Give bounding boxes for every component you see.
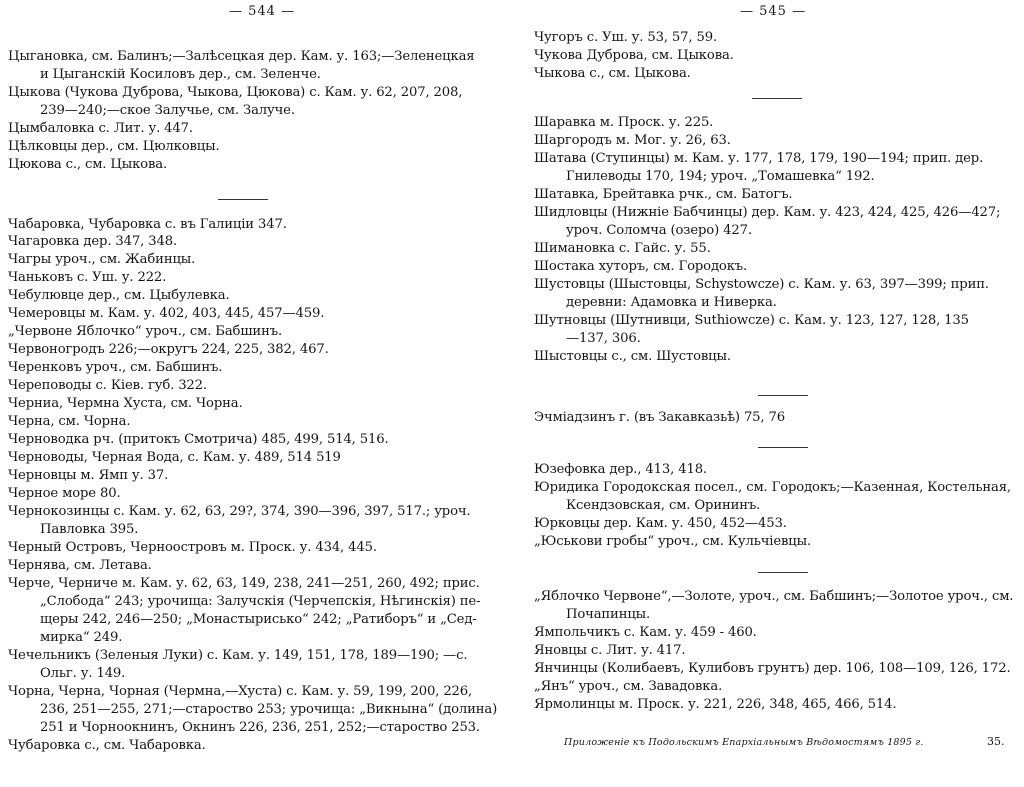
index-entry-line: „Яблочко Червоне“,—Золоте, уроч., см. Бабшинъ;—Золотое уроч., см. bbox=[534, 589, 1014, 604]
index-entry-line: 236, 251—255, 271;—староство 253; урочища: „Викнына“ (долина) bbox=[40, 702, 498, 717]
index-entry-line: Шидловцы (Нижніе Бабчинцы) дер. Кам. у. 423, 424, 425, 426—427; bbox=[534, 205, 1001, 220]
index-entry-line: Шустовцы (Шыстовцы, Schystowcze) с. Кам. у. 63, 397—399; прип. bbox=[534, 277, 989, 292]
index-entry-line: Черный Островъ, Черноостровъ м. Проск. у. 434, 445. bbox=[8, 540, 377, 555]
section-divider bbox=[758, 395, 808, 396]
index-entry-line: „Червоне Яблочко“ уроч., см. Бабшинъ. bbox=[8, 324, 282, 339]
index-entry-line: Павловка 395. bbox=[40, 522, 139, 537]
index-entry-line: Черниа, Чермна Хуста, см. Чорна. bbox=[8, 396, 243, 411]
index-entry-line: „Янъ“ уроч., см. Завадовка. bbox=[534, 679, 723, 694]
index-entry-line: Черенковъ уроч., см. Бабшинъ. bbox=[8, 360, 223, 375]
section-divider bbox=[758, 572, 808, 573]
index-entry-line: Череповоды с. Кіев. губ. 322. bbox=[8, 378, 207, 393]
index-entry-line: Чебулювце дер., см. Цыбулевка. bbox=[8, 288, 230, 303]
section-divider bbox=[752, 98, 802, 99]
index-entry-line: Эчміадзинъ г. (въ Закавказьѣ) 75, 76 bbox=[534, 410, 785, 425]
index-entry-line: Ярмолинцы м. Проск. у. 221, 226, 348, 465, 466, 514. bbox=[534, 697, 897, 712]
index-entry-line: Шутновцы (Шутнивци, Suthiowcze) с. Кам. у. 123, 127, 128, 135 bbox=[534, 313, 969, 328]
index-entry-line: Черное море 80. bbox=[8, 486, 121, 501]
index-entry-line: Цыкова (Чукова Дуброва, Чыкова, Цюкова) с. Кам. у. 62, 207, 208, bbox=[8, 85, 463, 100]
index-entry-line: Ольг. у. 149. bbox=[40, 666, 126, 681]
index-entry-line: щеры 242, 246—250; „Монастырисько“ 242; „Ратиборъ“ и „Сед- bbox=[40, 612, 477, 627]
index-entry-line: Цѣлковцы дер., см. Цюлковцы. bbox=[8, 139, 220, 154]
index-entry-line: Черноводка рч. (притокъ Смотрича) 485, 499, 514, 516. bbox=[8, 432, 389, 447]
index-entry-line: Черче, Черниче м. Кам. у. 62, 63, 149, 238, 241—251, 260, 492; прис. bbox=[8, 576, 480, 591]
index-entry-line: Чернокозинцы с. Кам. у. 62, 63, 29?, 374, 390—396, 397, 517.; уроч. bbox=[8, 504, 471, 519]
index-entry-line: Чыкова с., см. Цыкова. bbox=[534, 66, 691, 81]
index-entry-line: „Юськови гробы“ уроч., см. Кульчіевцы. bbox=[534, 534, 812, 549]
index-entry-line: уроч. Соломча (озеро) 427. bbox=[566, 223, 752, 238]
index-entry-line: Янчинцы (Колибаевъ, Кулибовъ грунтъ) дер. 106, 108—109, 126, 172. bbox=[534, 661, 1011, 676]
index-entry-line: Чукова Дуброва, см. Цыкова. bbox=[534, 48, 734, 63]
index-entry-line: Черноводы, Черная Вода, с. Кам. у. 489, 514 519 bbox=[8, 450, 341, 465]
index-entry-line: Цыгановка, см. Балинъ;—Залѣсецкая дер. Кам. у. 163;—Зеленецкая bbox=[8, 49, 475, 64]
index-entry-line: Шатава (Ступинцы) м. Кам. у. 177, 178, 179, 190—194; прип. дер. bbox=[534, 151, 984, 166]
index-entry-line: Ксендзовская, см. Орининъ. bbox=[566, 498, 761, 513]
index-entry-line: Шыстовцы с., см. Шустовцы. bbox=[534, 349, 731, 364]
right-page bbox=[514, 0, 1024, 787]
index-entry-line: Гнилеводы 170, 194; уроч. „Томашевка“ 192. bbox=[566, 169, 875, 184]
index-entry-line: Шимановка с. Гайс. у. 55. bbox=[534, 241, 711, 256]
index-entry-line: Юрковцы дер. Кам. у. 450, 452—453. bbox=[534, 516, 787, 531]
index-entry-line: Чагры уроч., см. Жабинцы. bbox=[8, 252, 196, 267]
index-entry-line: Червоногродъ 226;—округъ 224, 225, 382, 467. bbox=[8, 342, 329, 357]
index-entry-line: Чугоръ с. Уш. у. 53, 57, 59. bbox=[534, 30, 718, 45]
index-entry-line: Юзефовка дер., 413, 418. bbox=[534, 462, 707, 477]
page-number-right: — 545 — bbox=[740, 4, 807, 19]
index-entry-line: Ямпольчикъ с. Кам. у. 459 - 460. bbox=[534, 625, 757, 640]
index-entry-line: Чаньковъ с. Уш. у. 222. bbox=[8, 270, 167, 285]
index-entry-line: Чубаровка с., см. Чабаровка. bbox=[8, 738, 206, 753]
index-entry-line: и Цыганскій Косиловъ дер., см. Зеленче. bbox=[40, 67, 321, 82]
index-entry-line: Чемеровцы м. Кам. у. 402, 403, 445, 457—459. bbox=[8, 306, 325, 321]
index-entry-line: Чагаровка дер. 347, 348. bbox=[8, 234, 177, 249]
page-number-left: — 544 — bbox=[229, 4, 296, 19]
index-entry-line: Чорна, Черна, Чорная (Чермна,—Хуста) с. Кам. у. 59, 199, 200, 226, bbox=[8, 684, 473, 699]
index-entry-line: Почапинцы. bbox=[566, 607, 651, 622]
section-divider bbox=[218, 199, 268, 200]
index-entry-line: Чернява, см. Летава. bbox=[8, 558, 152, 573]
footer-publication-note: Приложеніе къ Подольскимъ Епархіальнымъ Вѣдомостямъ 1895 г. bbox=[564, 737, 924, 748]
index-entry-line: Цымбаловка с. Лит. у. 447. bbox=[8, 121, 193, 136]
index-entry-line: Цюкова с., см. Цыкова. bbox=[8, 157, 167, 172]
index-entry-line: Шатавка, Брейтавка рчк., см. Батогъ. bbox=[534, 187, 793, 202]
index-entry-line: 239—240;—ское Залучье, см. Залуче. bbox=[40, 103, 295, 118]
index-entry-line: Чабаровка, Чубаровка с. въ Галиціи 347. bbox=[8, 217, 287, 232]
index-entry-line: 251 и Чорноокнинъ, Окнинъ 226, 236, 251, 252;—староство 253. bbox=[40, 720, 480, 735]
signature-mark: 35. bbox=[987, 735, 1005, 748]
section-divider bbox=[758, 447, 808, 448]
index-entry-line: Шаравка м. Проск. у. 225. bbox=[534, 115, 714, 130]
index-entry-line: деревни: Адамовка и Ниверка. bbox=[566, 295, 777, 310]
index-entry-line: Черна, см. Чорна. bbox=[8, 414, 131, 429]
index-entry-line: „Слобода“ 243; урочища: Залучскія (Черчепскія, Нѣгинскія) пе- bbox=[40, 594, 481, 609]
index-entry-line: Яновцы с. Лит. у. 417. bbox=[534, 643, 686, 658]
index-entry-line: мирка“ 249. bbox=[40, 630, 123, 645]
index-entry-line: Шаргородъ м. Мог. у. 26, 63. bbox=[534, 133, 731, 148]
index-entry-line: Шостака хуторъ, см. Городокъ. bbox=[534, 259, 748, 274]
index-entry-line: Юридика Городокская посел., см. Городокъ;—Казенная, Костельная, bbox=[534, 480, 1011, 495]
index-entry-line: Чечельникъ (Зеленыя Луки) с. Кам. у. 149, 151, 178, 189—190; —с. bbox=[8, 648, 468, 663]
index-entry-line: Черновцы м. Ямп у. 37. bbox=[8, 468, 169, 483]
index-entry-line: —137, 306. bbox=[566, 331, 641, 346]
